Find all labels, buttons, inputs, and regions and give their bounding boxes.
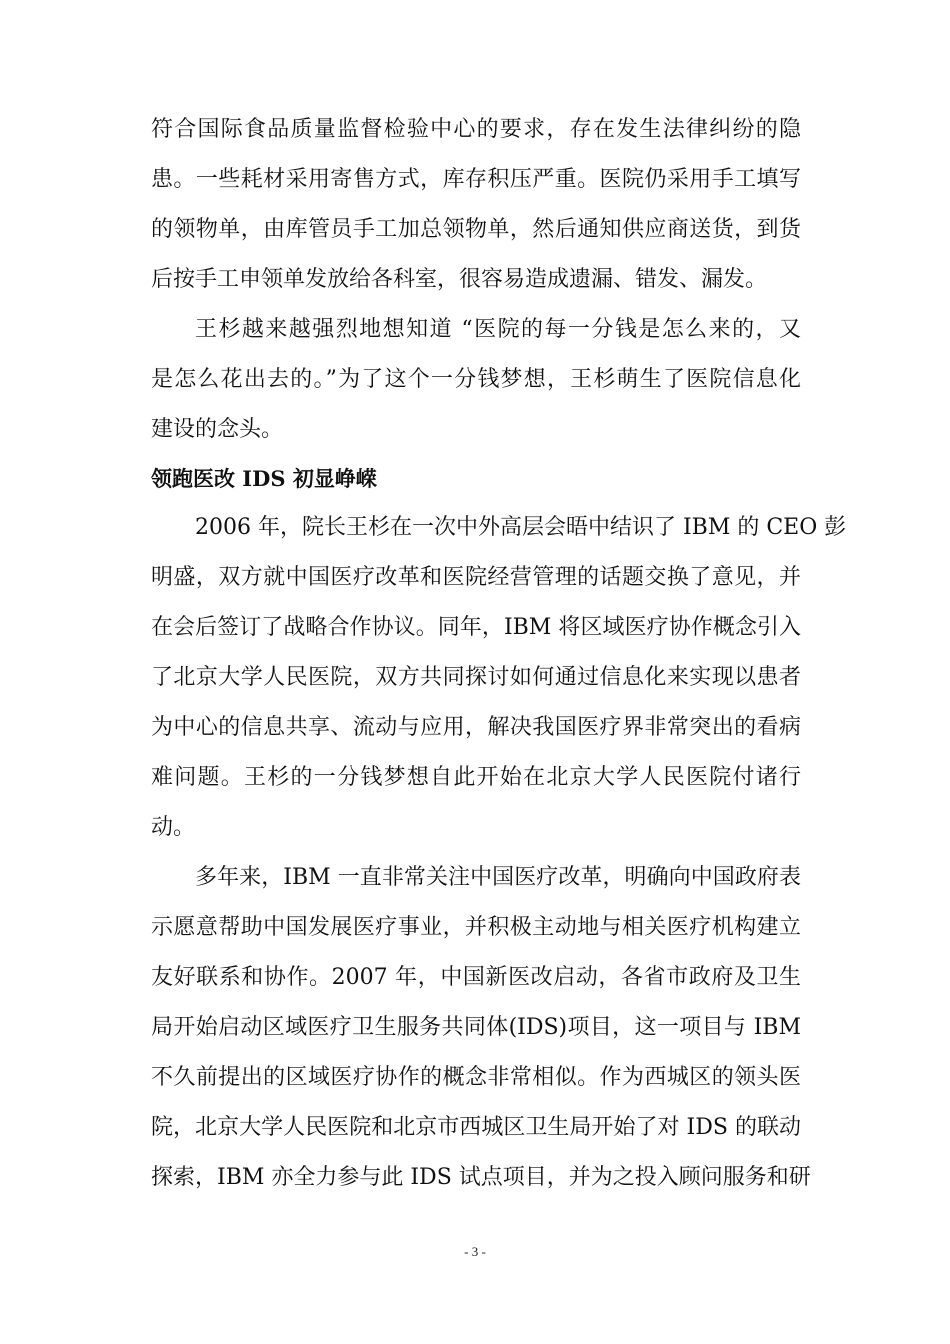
text-line: 不久前提出的区域医疗协作的概念非常相似。作为西城区的领头医 <box>151 1065 801 1090</box>
text-line: 友好联系和协作。2007 年，中国新医改启动，各省市政府及卫生 <box>151 965 801 990</box>
text-line: 是怎么花出去的。”为了这个一分钱梦想，王杉萌生了医院信息化 <box>151 367 801 392</box>
text-line: 2006 年，院长王杉在一次中外高层会晤中结识了 IBM 的 CEO 彭 <box>195 515 847 540</box>
section-heading: 领跑医改 IDS 初显峥嵘 <box>151 466 377 491</box>
text-line: 难问题。王杉的一分钱梦想自此开始在北京大学人民医院付诸行 <box>151 765 801 790</box>
text-line: 动。 <box>151 815 196 840</box>
text-line: 示愿意帮助中国发展医疗事业，并积极主动地与相关医疗机构建立 <box>151 915 801 940</box>
text-line: 院，北京大学人民医院和北京市西城区卫生局开始了对 IDS 的联动 <box>151 1115 801 1140</box>
text-line: 后按手工申领单发放给各科室，很容易造成遗漏、错发、漏发。 <box>151 267 768 292</box>
text-line: 在会后签订了战略合作协议。同年，IBM 将区域医疗协作概念引入 <box>151 615 801 640</box>
text-line: 为中心的信息共享、流动与应用，解决我国医疗界非常突出的看病 <box>151 715 801 740</box>
text-line: 建设的念头。 <box>151 417 284 442</box>
text-line: 局开始启动区域医疗卫生服务共同体(IDS)项目，这一项目与 IBM <box>151 1015 801 1040</box>
text-line: 多年来，IBM 一直非常关注中国医疗改革，明确向中国政府表 <box>195 865 801 890</box>
paragraph-2 <box>151 305 801 455</box>
paragraph-1 <box>151 105 801 305</box>
text-line: 的领物单，由库管员手工加总领物单，然后通知供应商送货，到货 <box>151 217 801 242</box>
text-line: 患。一些耗材采用寄售方式，库存积压严重。医院仍采用手工填写 <box>151 167 801 192</box>
document-body <box>151 105 847 1203</box>
text-line: 探索，IBM 亦全力参与此 IDS 试点项目，并为之投入顾问服务和研 <box>151 1165 811 1190</box>
paragraph-3 <box>151 503 847 853</box>
text-line: 符合国际食品质量监督检验中心的要求，存在发生法律纠纷的隐 <box>151 117 801 142</box>
text-line: 明盛，双方就中国医疗改革和医院经营管理的话题交换了意见，并 <box>151 565 801 590</box>
paragraph-4 <box>151 853 811 1203</box>
text-line: 了北京大学人民医院，双方共同探讨如何通过信息化来实现以患者 <box>151 665 801 690</box>
text-line: 王杉越来越强烈地想知道 “医院的每一分钱是怎么来的，又 <box>195 317 801 342</box>
page-number: - 3 - <box>464 1244 486 1259</box>
